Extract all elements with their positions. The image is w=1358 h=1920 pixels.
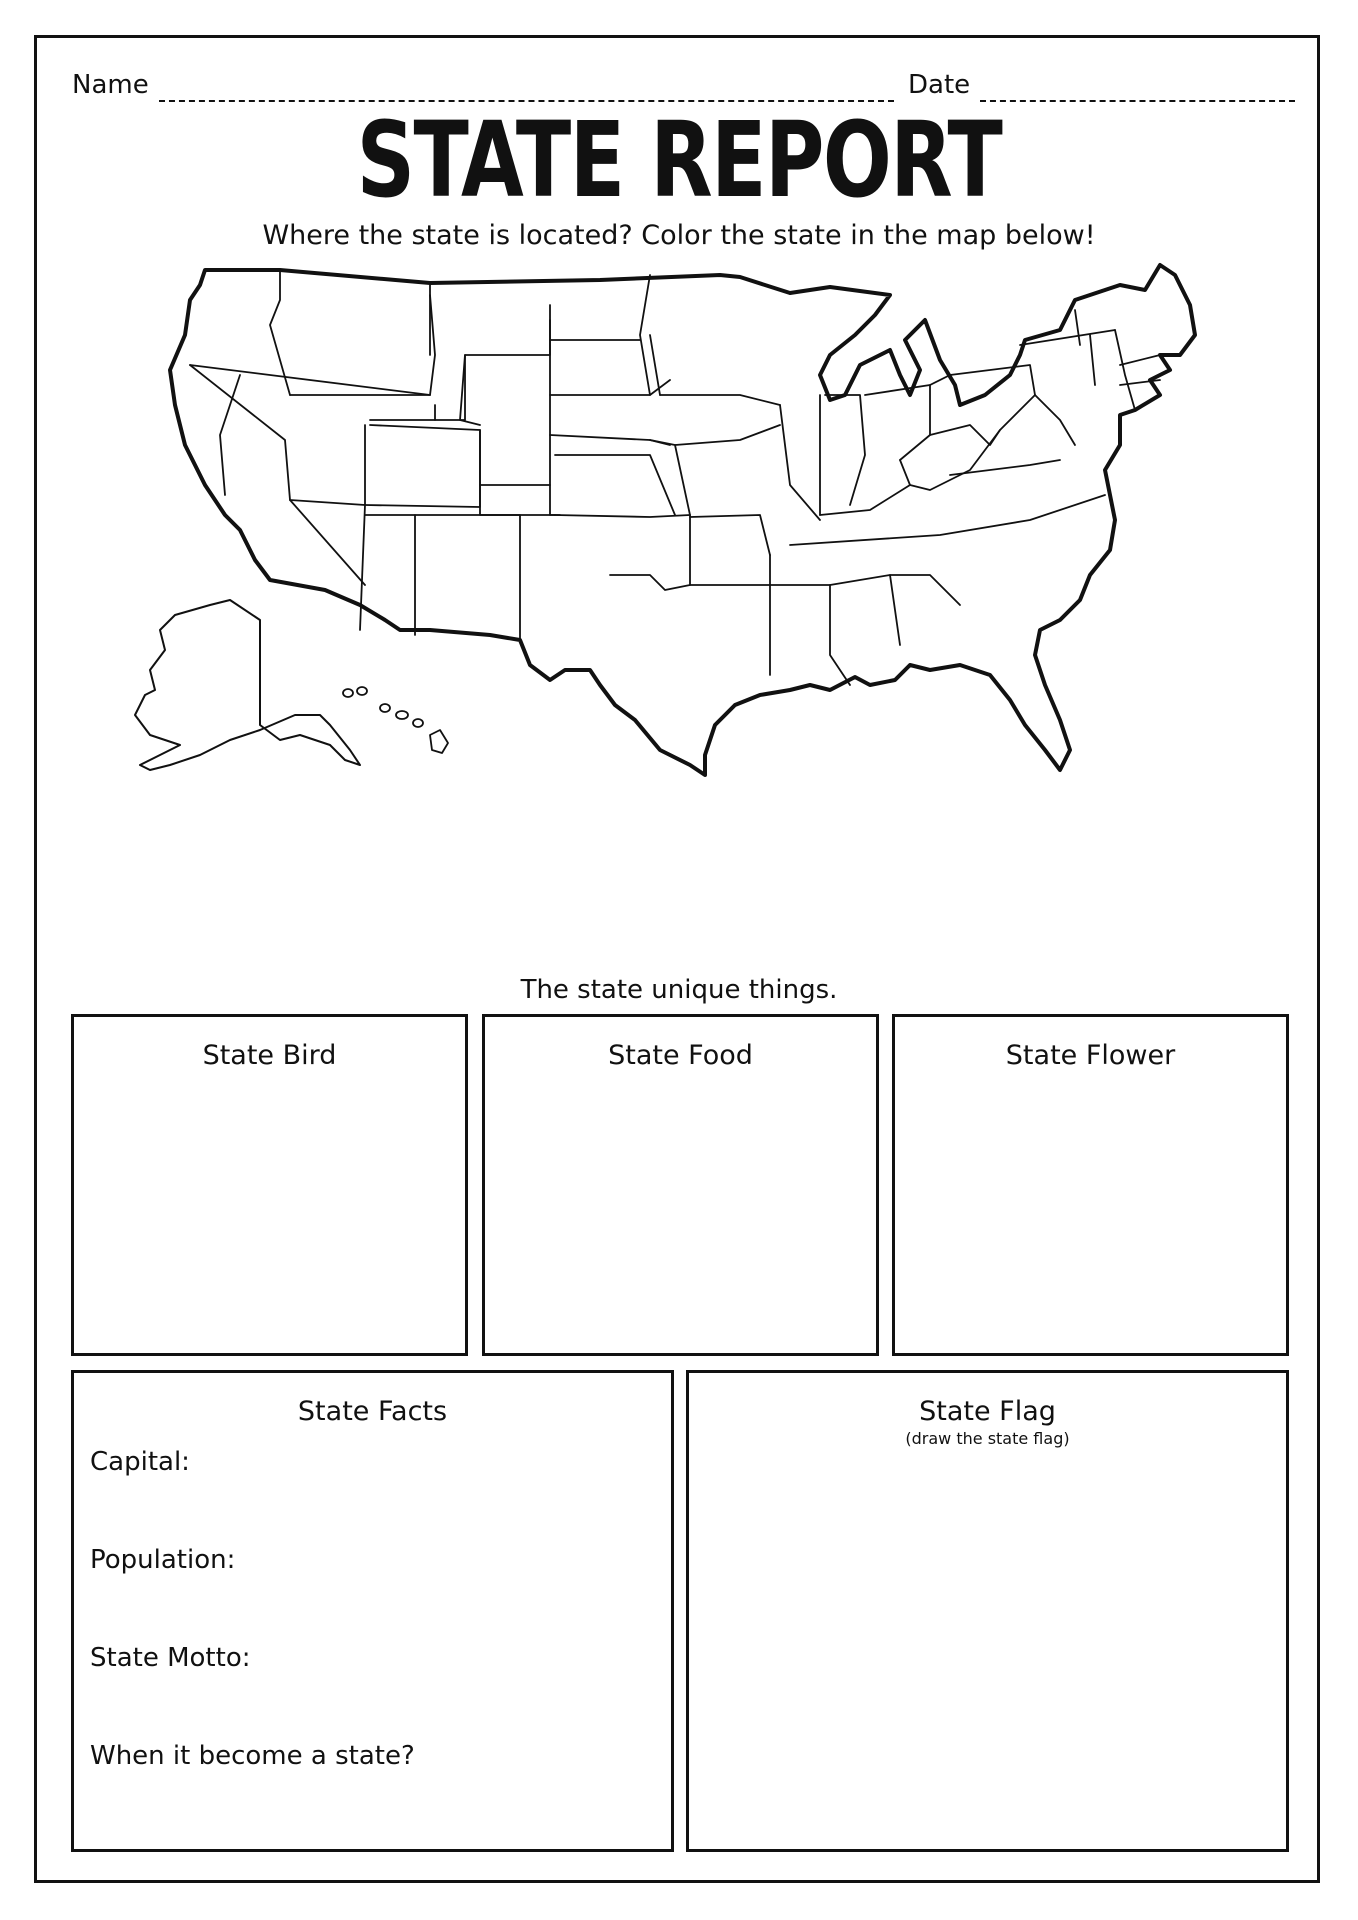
state-bird-title: State Bird [202,1040,337,1071]
date-field[interactable] [908,68,1295,102]
date-label: Date [908,70,971,100]
state-flower-title: State Flower [1005,1040,1176,1071]
state-food-title: State Food [608,1040,753,1071]
state-motto-label: State Motto: [90,1643,251,1673]
state-flag-note: (draw the state flag) [905,1429,1070,1448]
state-bird-box[interactable] [71,1014,468,1356]
state-flag-title: State Flag [919,1396,1056,1427]
name-field[interactable] [72,68,894,102]
state-facts-box[interactable] [71,1370,674,1852]
map-instructions: Where the state is located? Color the state in the map below! [262,220,1096,251]
statehood-label: When it become a state? [90,1741,415,1771]
alaska-outline [135,600,360,770]
state-facts-title: State Facts [297,1396,448,1427]
page-title: STATE REPORT [356,99,1002,221]
state-borders [190,270,1160,685]
unique-things-caption: The state unique things. [520,975,838,1005]
state-food-box[interactable] [482,1014,879,1356]
date-blank-line[interactable] [980,78,1295,102]
capital-label: Capital: [90,1447,190,1477]
usa-states-outline-map[interactable] [130,245,1230,955]
population-label: Population: [90,1545,236,1575]
state-flag-box[interactable] [686,1370,1289,1852]
state-flower-box[interactable] [892,1014,1289,1356]
hawaii-islands [343,687,448,753]
name-label: Name [72,70,149,100]
